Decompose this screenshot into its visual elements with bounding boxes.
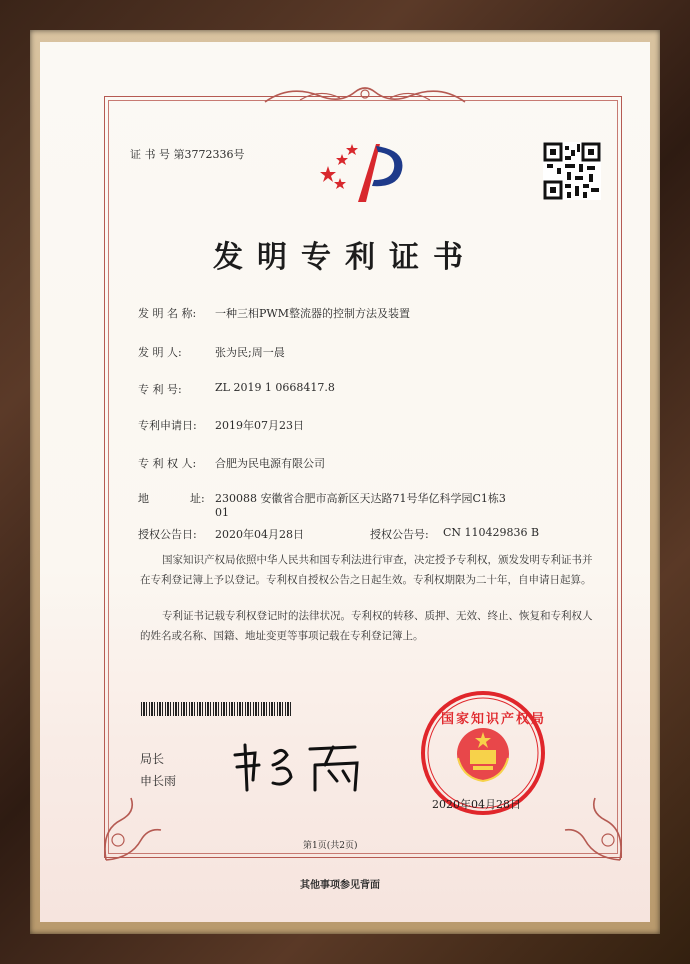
- grant-number: CN 110429836 B: [443, 526, 540, 539]
- qr-code: [543, 142, 601, 200]
- top-ornament: [260, 82, 470, 110]
- seal-date: 2020年04月28日: [432, 798, 521, 811]
- bottom-right-ornament: [560, 790, 630, 865]
- address-label-first: 地: [138, 492, 149, 505]
- filing-date: 2019年07月23日: [215, 419, 304, 432]
- grant-date-label: 授权公告日:: [138, 528, 197, 541]
- address-label-second: 址:: [190, 492, 205, 505]
- patent-number-label: 专 利 号:: [138, 383, 182, 396]
- patentee: 合肥为民电源有限公司: [215, 457, 325, 470]
- grant-statement: 国家知识产权局依照中华人民共和国专利法进行审查，决定授予专利权，颁发发明专利证书并在专利登记簿上予以登记。专利权自授权公告之日起生效。专利权期限为二十年，自申请日起算。: [140, 554, 593, 586]
- page-indicator: 第1页(共2页): [303, 841, 358, 851]
- grant-number-label: 授权公告号:: [370, 528, 429, 541]
- bottom-left-ornament: [96, 790, 166, 865]
- barcode: [141, 702, 291, 716]
- patent-number: ZL 2019 1 0668417.8: [215, 381, 335, 394]
- seal-text: 国家知识产权局: [441, 712, 547, 727]
- cnipa-logo: [318, 136, 410, 208]
- address-line-1: 230088 安徽省合肥市高新区天达路71号华亿科学园C1栋3: [215, 492, 506, 505]
- grant-date: 2020年04月28日: [215, 528, 304, 541]
- invention-name: 一种三相PWM整流器的控制方法及装置: [215, 307, 410, 320]
- certificate-number: 证 书 号 第3772336号: [130, 148, 245, 161]
- certificate-title: 发明专利证书: [213, 240, 477, 275]
- handwritten-signature: [225, 735, 375, 795]
- legal-status-statement: 专利证书记载专利权登记时的法律状况。专利权的转移、质押、无效、终止、恢复和专利权人的姓名或名称、国籍、地址变更等事项记载在专利登记簿上。: [140, 610, 593, 642]
- patentee-label: 专 利 权 人:: [138, 457, 197, 470]
- back-note: 其他事项参见背面: [300, 880, 380, 891]
- director-title: 局长: [140, 752, 165, 766]
- address-line-2: 01: [215, 506, 229, 519]
- invention-name-label: 发 明 名 称:: [138, 307, 197, 320]
- inventor: 张为民;周一晨: [215, 346, 285, 359]
- filing-date-label: 专利申请日:: [138, 419, 197, 432]
- inventor-label: 发 明 人:: [138, 346, 182, 359]
- director-name: 申长雨: [140, 774, 177, 788]
